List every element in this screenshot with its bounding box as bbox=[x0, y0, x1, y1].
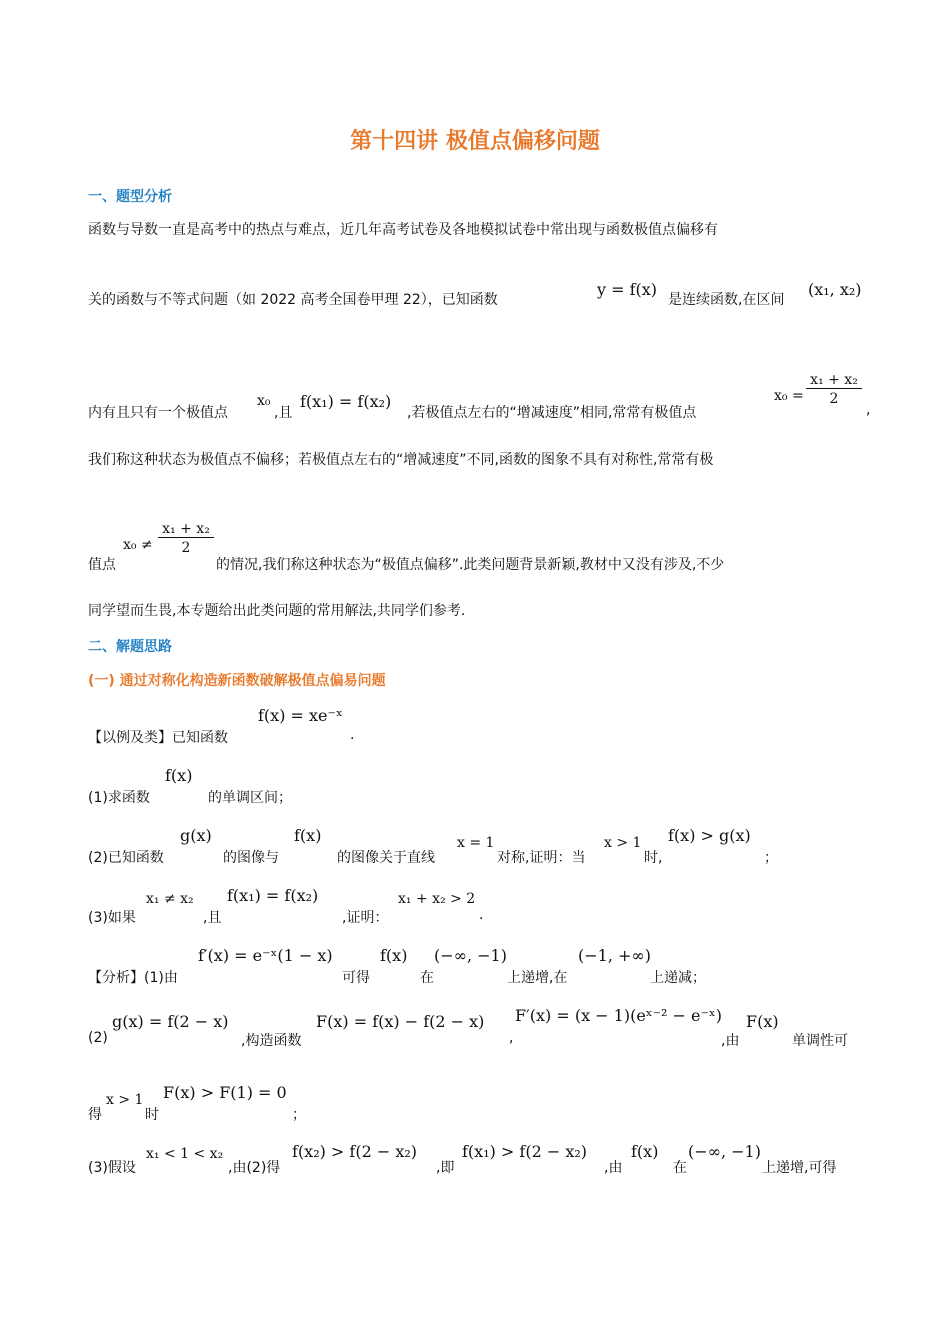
paragraph-line: 值点 bbox=[88, 557, 116, 573]
paragraph-line: ,即 bbox=[436, 1160, 455, 1176]
math-formula: F(x) > F(1) = 0 bbox=[163, 1083, 287, 1102]
math-formula: f(x) bbox=[631, 1142, 659, 1161]
paragraph-line: ,若极值点左右的“增减速度”相同,常常有极值点 bbox=[407, 405, 697, 421]
paragraph-line: 【以例及类】已知函数 bbox=[88, 730, 228, 746]
paragraph-line: 得 bbox=[88, 1107, 102, 1123]
math-formula: f(x) bbox=[294, 826, 322, 845]
math-formula: f(x) bbox=[165, 766, 193, 785]
math-formula: f(x₂) > f(2 − x₂) bbox=[292, 1142, 418, 1161]
paragraph-line: (1)求函数 bbox=[88, 790, 150, 806]
paragraph-line: 对称,证明：当 bbox=[497, 850, 586, 866]
math-formula: x₁ < 1 < x₂ bbox=[146, 1146, 224, 1162]
paragraph-line: 上递增,在 bbox=[507, 970, 568, 986]
paragraph-line: 是连续函数,在区间 bbox=[668, 292, 785, 308]
paragraph-line: , bbox=[509, 1030, 514, 1046]
paragraph-line: 的图像关于直线 bbox=[337, 850, 435, 866]
subsection-heading: (一) 通过对称化构造新函数破解极值点偏易问题 bbox=[88, 673, 386, 689]
math-formula: y = f(x) bbox=[597, 280, 658, 299]
paragraph-line: 的情况,我们称这种状态为“极值点偏移”.此类问题背景新颖,教材中又没有涉及,不少 bbox=[216, 557, 725, 573]
math-formula: f(x₁) > f(2 − x₂) bbox=[462, 1142, 588, 1161]
paragraph-line: (3)假设 bbox=[88, 1160, 136, 1176]
paragraph-line: 内有且只有一个极值点 bbox=[88, 405, 228, 421]
math-formula: f(x₁) = f(x₂) bbox=[300, 392, 392, 411]
paragraph-line: 上递增,可得 bbox=[762, 1160, 837, 1176]
math-formula: g(x) = f(2 − x) bbox=[112, 1012, 229, 1031]
paragraph-line: 在 bbox=[420, 970, 434, 986]
math-formula: x₁ + x₂ > 2 bbox=[398, 891, 476, 907]
math-formula: f(x) = xe⁻ˣ bbox=[258, 706, 343, 725]
math-formula: x₀ ≠ bbox=[123, 537, 153, 553]
math-formula: f(x) bbox=[380, 946, 408, 965]
math-formula: x > 1 bbox=[106, 1092, 144, 1108]
paragraph-line: ,且 bbox=[274, 405, 293, 421]
paragraph-line: 函数与导数一直是高考中的热点与难点，近几年高考试卷及各地模拟试卷中常出现与函数极值点偏移有 bbox=[88, 222, 718, 238]
section-heading-approach: 二、解题思路 bbox=[88, 639, 172, 655]
paragraph-line: ； bbox=[764, 850, 778, 866]
math-formula: x₁ ≠ x₂ bbox=[146, 891, 194, 907]
math-formula: f′(x) = e⁻ˣ(1 − x) bbox=[198, 946, 333, 965]
paragraph-line: (2)已知函数 bbox=[88, 850, 164, 866]
paragraph-line: ,由 bbox=[604, 1160, 623, 1176]
paragraph-line: 时, bbox=[644, 850, 663, 866]
math-formula: x = 1 bbox=[457, 835, 495, 851]
paragraph-line: ,由(2)得 bbox=[228, 1160, 281, 1176]
paragraph-line: ,证明： bbox=[342, 910, 389, 926]
math-formula: (−1, +∞) bbox=[578, 946, 651, 965]
paragraph-line: 同学望而生畏,本专题给出此类问题的常用解法,共同学们参考. bbox=[88, 603, 466, 619]
paragraph-line: ； bbox=[292, 1107, 306, 1123]
paragraph-line: 上递减； bbox=[650, 970, 706, 986]
paragraph-line: 单调性可 bbox=[792, 1033, 848, 1049]
fraction-numerator: x₁ + x₂ bbox=[158, 521, 214, 538]
paragraph-line: 在 bbox=[673, 1160, 687, 1176]
math-formula: x > 1 bbox=[604, 835, 642, 851]
paragraph-line: 【分析】(1)由 bbox=[88, 970, 178, 986]
fraction-numerator: x₁ + x₂ bbox=[806, 372, 862, 389]
math-formula: F(x) bbox=[746, 1012, 779, 1031]
paragraph-line: 关的函数与不等式问题（如 2022 高考全国卷甲理 22），已知函数 bbox=[88, 292, 498, 308]
fraction-denominator: 2 bbox=[181, 540, 191, 556]
math-formula: x₀ = bbox=[774, 388, 804, 404]
paragraph-line: , bbox=[866, 402, 871, 418]
paragraph-line: . bbox=[350, 727, 355, 743]
math-formula: f(x₁) = f(x₂) bbox=[227, 886, 319, 905]
math-formula: x₀ bbox=[257, 393, 271, 409]
section-heading-analysis: 一、题型分析 bbox=[88, 189, 172, 205]
math-formula: F′(x) = (x − 1)(eˣ⁻² − e⁻ˣ) bbox=[515, 1006, 722, 1025]
paragraph-line: 的单调区间； bbox=[208, 790, 292, 806]
fraction-denominator: 2 bbox=[829, 391, 839, 407]
paragraph-line: 可得 bbox=[342, 970, 370, 986]
math-formula: (x₁, x₂) bbox=[808, 280, 862, 299]
fraction bbox=[158, 521, 214, 556]
math-formula: f(x) > g(x) bbox=[668, 826, 751, 845]
paragraph-line: (3)如果 bbox=[88, 910, 136, 926]
math-formula: F(x) = f(x) − f(2 − x) bbox=[316, 1012, 485, 1031]
paragraph-line: ,且 bbox=[203, 910, 222, 926]
paragraph-line: ,构造函数 bbox=[241, 1033, 302, 1049]
paragraph-line: . bbox=[479, 907, 484, 923]
paragraph-line: 时 bbox=[145, 1107, 159, 1123]
fraction bbox=[806, 372, 862, 407]
paragraph-line: (2) bbox=[88, 1030, 108, 1046]
paragraph-line: ,由 bbox=[721, 1033, 740, 1049]
math-formula: g(x) bbox=[180, 826, 212, 845]
math-formula: (−∞, −1) bbox=[434, 946, 507, 965]
paragraph-line: 我们称这种状态为极值点不偏移；若极值点左右的“增减速度”不同,函数的图象不具有对称性,常常有极 bbox=[88, 452, 714, 468]
math-formula: (−∞, −1) bbox=[688, 1142, 761, 1161]
page-title: 第十四讲 极值点偏移问题 bbox=[350, 129, 600, 154]
paragraph-line: 的图像与 bbox=[223, 850, 279, 866]
